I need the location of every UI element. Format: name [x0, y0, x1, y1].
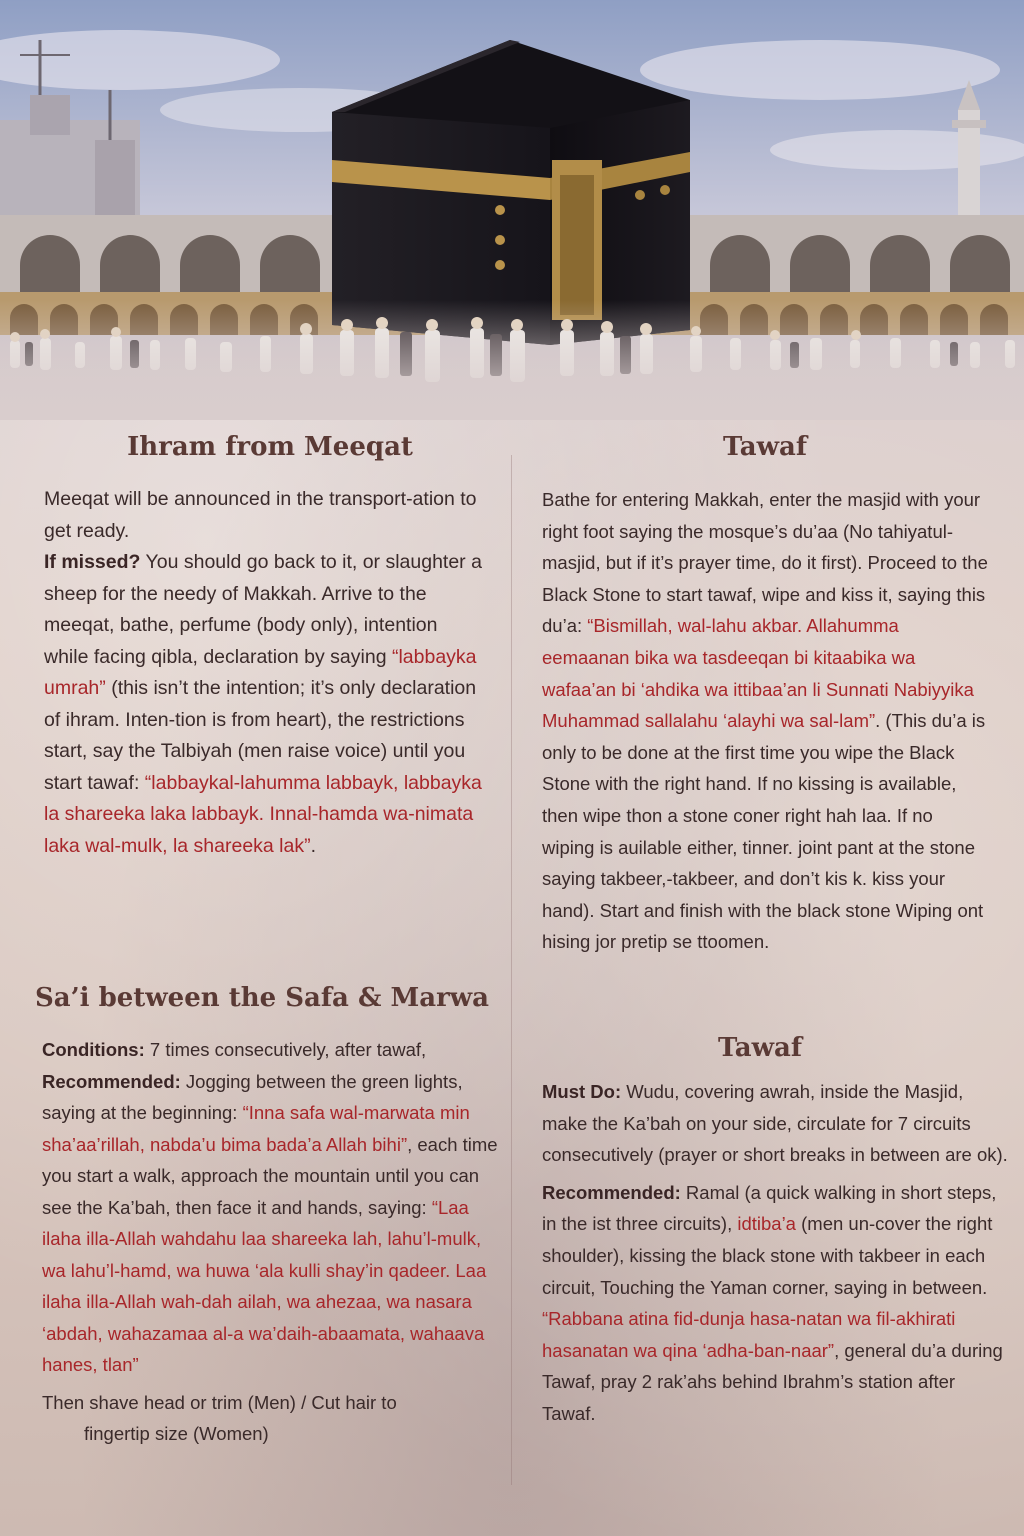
sai-conditions-text: 7 times consecutively, after tawaf, [144, 1039, 427, 1060]
ihram-intro: Meeqat will be announced in the transport-ation to get ready. [44, 488, 477, 542]
tawaf-must-label: Must Do: [542, 1081, 622, 1102]
sai-middle-text: , each time you start a walk, approach the mountain until you can see the Ka’bah, then face it and hands, saying: [42, 1133, 498, 1218]
tawaf-idtiba: idtiba’a [737, 1213, 796, 1235]
sai-recommended-text: Jogging between the green lights, saying at the beginning: [42, 1070, 463, 1123]
tawaf-top-intro: Bathe for entering Makkah, enter the masjid with your right foot saying the mosque’s du’aa (No tahiyatul-masjid, but if it’s prayer time, do it first). Proceed to the Black Stone to start tawaf, wipe and kiss it, saying this du’a: [542, 489, 988, 637]
sai-section [42, 1034, 504, 1450]
ihram-missed-text: You should go back to it, or slaughter a sheep for the needy of Makkah. Arrive to the meeqat, bathe, perfume (body only), intention while facing qibla, declaration by saying [44, 551, 482, 668]
ihram-end: . [310, 834, 317, 857]
sai-end-line2: fingertip size (Women) [84, 1423, 269, 1444]
column-divider [511, 455, 512, 1485]
ihram-after-declaration: (this isn’t the intention; it’s only declaration of ihram. Inten-tion is from heart), the restrictions start, say the Talbiyah (men raise voice) until you start tawaf: [44, 677, 477, 794]
tawaf-top-dua: “Bismillah, wal-lahu akbar. Allahumma eemaanan bika wa tasdeeqan bi kitaabika wa wafaa’an bi ‘ahdika wa ittibaa’an li Sunnati Nabiyyika Muhammad sallalahu ‘alayhi wa sal-lam” [542, 615, 974, 732]
tawaf-top-section [542, 484, 990, 958]
tawaf-top-title: Tawaf [722, 432, 808, 462]
tawaf-bottom-section [542, 1076, 1012, 1430]
tawaf-end: , general du’a during Tawaf, pray 2 rak’ahs behind Ibrahm’s station after Tawaf. [542, 1339, 1003, 1424]
ihram-talbiyah: “labbaykal-lahumma labbayk, labbayka la shareeka laka labbayk. Innal-hamda wa-nimata laka wal-mulk, la shareeka lak” [44, 771, 482, 857]
sai-dua-beginning: “Inna safa wal-marwata min sha’aa’rillah, nabda’u bima bada’a Allah bihi” [42, 1102, 470, 1155]
sai-end-line1: Then shave head or trim (Men) / Cut hair to [42, 1391, 397, 1413]
ihram-declaration: “labbayka umrah” [44, 645, 477, 699]
tawaf-bottom-title: Tawaf [717, 1033, 803, 1063]
sai-dua-mountain: “Laa ilaha illa-Allah wahdahu laa shareeka lah, lahu’l-mulk, wa lahu’l-hamd, wa huwa ‘ala kulli shay’in qadeer. Laa ilaha illa-Allah wah-dah ailah, wa ahezaa, wa nasara ‘abdah, wahazamaa al-a wa’daih-abaamata, wahaava hanes, tlan” [42, 1196, 487, 1375]
tawaf-recommended-label: Recommended: [542, 1181, 681, 1203]
ihram-missed-label: If missed? [44, 551, 141, 573]
tawaf-top-note: . (This du’a is only to be done at the first time you wipe the Black Stone with the right hand. If no kissing is available, then wipe thon a stone coner right hah laa. If no wiping is auilable either, tinner. joint pant at the stone saying takbeer,-takbeer, and don’t kis k. kiss your hand). Start and finish with the black stone Wiping ont hising jor pretip se ttoomen. [542, 710, 986, 953]
tawaf-dua: “Rabbana atina fid-dunja hasa-natan wa fil-akhirati hasanatan wa qina ‘adha-ban-naar” [542, 1308, 956, 1361]
ihram-section [44, 484, 484, 862]
sai-title: Sa’i between the Safa & Marwa [34, 983, 490, 1013]
sai-recommended-label: Recommended: [42, 1070, 181, 1092]
sai-conditions-label: Conditions: [42, 1039, 145, 1060]
kaaba-scene-icon [0, 0, 1024, 420]
ihram-title: Ihram from Meeqat [127, 432, 413, 462]
tawaf-must-text: Wudu, covering awrah, inside the Masjid, make the Ka’bah on your side, circulate for 7 circuits consecutively (prayer or short breaks in between are ok). [542, 1081, 1008, 1166]
tawaf-idtiba-text: (men un-cover the right shoulder), kissing the black stone with takbeer in each circuit, Touching the Yaman corner, saying in between. [542, 1213, 993, 1298]
tawaf-recommended-text: Ramal (a quick walking in short steps, in the ist three circuits), [542, 1181, 997, 1235]
